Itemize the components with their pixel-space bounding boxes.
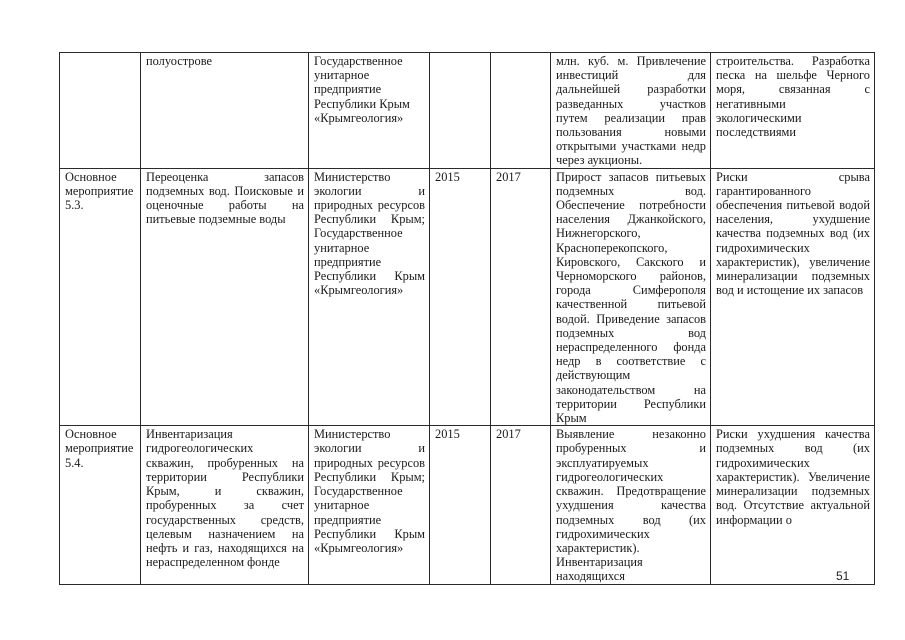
risks-cell: Риски срыва гарантированного обеспечения питьевой водой населения, ухудшение качества подземных вод (их гидрохимических характеристик), увеличение минерализации подземных вод и истощение их запасов: [711, 168, 875, 426]
end-year-cell: [491, 53, 551, 169]
table-row: [60, 168, 875, 426]
result-cell: Прирост запасов питьевых подземных вод. Обеспечение потребности населения Джанкойского, Нижнегорского, Красноперекопского, Кировского, Сакского и Черноморского районов, города Симферополя качественной питьевой водой. Приведение запасов подземных вод нераспределенного фонда недр в соответствие с действующим законодательством на территории Республики Крым: [551, 168, 711, 426]
result-cell: Выявление незаконно пробуренных и эксплуатируемых гидрогеологических скважин. Предотвращение ухудшения качества подземных вод (их гидрохимических характеристик). Инвентаризация находящихся: [551, 426, 711, 584]
table-row: [60, 426, 875, 584]
title-cell: Инвентаризация гидрогеологических скважин, пробуренных на территории Республики Крым, и скважин, пробуренных за счет государственных средств, целевым назначением на нефть и газ, находящихся на нераспределенном фонде: [141, 426, 309, 584]
executor-cell: Министерство экологии и природных ресурсов Республики Крым; Государственное унитарное предприятие Республики Крым «Крымгеология»: [309, 426, 430, 584]
start-year-cell: 2015: [430, 426, 491, 584]
executor-cell: Министерство экологии и природных ресурсов Республики Крым; Государственное унитарное предприятие Республики Крым «Крымгеология»: [309, 168, 430, 426]
measure-cell: [60, 53, 141, 169]
page-number: 51: [836, 569, 850, 583]
measures-table: [59, 52, 875, 585]
title-cell: полуострове: [141, 53, 309, 169]
end-year-cell: 2017: [491, 168, 551, 426]
measure-cell: Основное мероприятие 5.4.: [60, 426, 141, 584]
start-year-cell: [430, 53, 491, 169]
table-row: [60, 53, 875, 169]
risks-cell: строительства. Разработка песка на шельфе Черного моря, связанная с негативными экологическими последствиями: [711, 53, 875, 169]
end-year-cell: 2017: [491, 426, 551, 584]
start-year-cell: 2015: [430, 168, 491, 426]
measure-cell: Основное мероприятие 5.3.: [60, 168, 141, 426]
executor-cell: Государственное унитарное предприятие Республики Крым «Крымгеология»: [309, 53, 430, 169]
result-cell: млн. куб. м. Привлечение инвестиций для дальнейшей разработки разведанных участков путем реализации прав пользования новыми открытыми участками недр через аукционы.: [551, 53, 711, 169]
title-cell: Переоценка запасов подземных вод. Поисковые и оценочные работы на питьевые подземные воды: [141, 168, 309, 426]
risks-cell: Риски ухудшения качества подземных вод (их гидрохимических характеристик). Увеличение минерализации подземных вод. Отсутствие актуальной информации о: [711, 426, 875, 584]
